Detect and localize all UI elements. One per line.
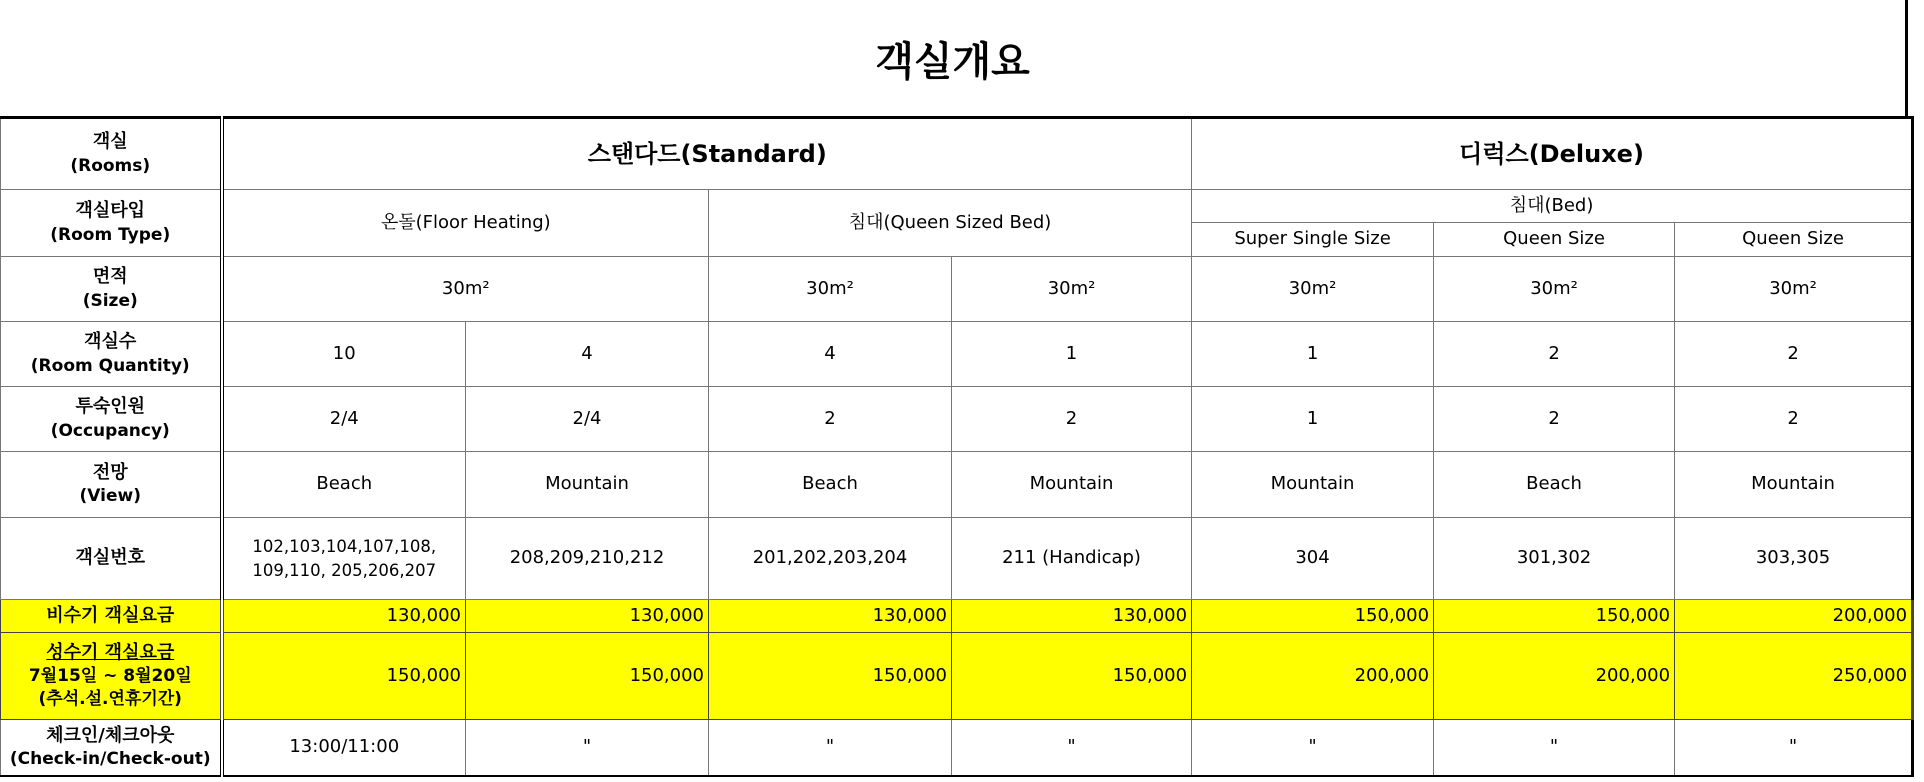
cell-off-season-7: 200,000 <box>1675 600 1913 633</box>
cell-view-4: Mountain <box>952 452 1192 518</box>
cell-occupancy-4: 2 <box>952 387 1192 452</box>
cell-bed: 침대(Bed) <box>1192 190 1913 223</box>
cell-peak-season-7: 250,000 <box>1675 633 1913 720</box>
cell-room-numbers-4: 211 (Handicap) <box>952 518 1192 600</box>
cell-checkin-3: " <box>709 720 952 776</box>
checkin-label: 체크인/체크아웃 <box>46 724 175 746</box>
row-occupancy <box>1 387 1913 452</box>
cell-off-season-2: 130,000 <box>466 600 709 633</box>
checkin-label-en: (Check-in/Check-out) <box>9 748 211 769</box>
cell-off-season-5: 150,000 <box>1192 600 1434 633</box>
cell-deluxe-sub-2: Queen Size <box>1434 223 1675 257</box>
cell-peak-season-4: 150,000 <box>952 633 1192 720</box>
cell-occupancy-7: 2 <box>1675 387 1913 452</box>
cell-off-season-3: 130,000 <box>709 600 952 633</box>
cell-room-numbers-5: 304 <box>1192 518 1434 600</box>
cell-view-2: Mountain <box>466 452 709 518</box>
row-header-off-season: 비수기 객실요금 <box>1 600 222 633</box>
cell-peak-season-3: 150,000 <box>709 633 952 720</box>
cell-quantity-7: 2 <box>1675 322 1913 387</box>
cell-room-numbers-3: 201,202,203,204 <box>709 518 952 600</box>
room-overview-table <box>0 116 1914 777</box>
row-off-season-price <box>1 600 1913 633</box>
cell-occupancy-5: 1 <box>1192 387 1434 452</box>
page-title: 객실개요 <box>0 0 1908 116</box>
group-standard: 스탠다드(Standard) <box>222 118 1192 190</box>
cell-peak-season-2: 150,000 <box>466 633 709 720</box>
group-deluxe: 디럭스(Deluxe) <box>1192 118 1913 190</box>
cell-room-numbers-6: 301,302 <box>1434 518 1675 600</box>
cell-quantity-6: 2 <box>1434 322 1675 387</box>
cell-checkin-7: " <box>1675 720 1913 776</box>
rooms-label: 객실 <box>92 131 128 153</box>
cell-quantity-5: 1 <box>1192 322 1434 387</box>
cell-room-numbers-7: 303,305 <box>1675 518 1913 600</box>
cell-size-6: 30m² <box>1675 257 1913 322</box>
cell-quantity-1: 10 <box>222 322 466 387</box>
occupancy-label-en: (Occupancy) <box>50 420 170 441</box>
cell-view-1: Beach <box>222 452 466 518</box>
cell-size-3: 30m² <box>952 257 1192 322</box>
cell-size-2: 30m² <box>709 257 952 322</box>
cell-view-5: Mountain <box>1192 452 1434 518</box>
cell-occupancy-6: 2 <box>1434 387 1675 452</box>
cell-view-6: Beach <box>1434 452 1675 518</box>
row-checkin-checkout <box>1 720 1913 776</box>
cell-peak-season-1: 150,000 <box>222 633 466 720</box>
cell-view-3: Beach <box>709 452 952 518</box>
size-label-en: (Size) <box>82 290 138 311</box>
row-header-room-numbers <box>1 518 222 600</box>
row-header-view <box>1 452 222 518</box>
cell-size-1: 30m² <box>222 257 709 322</box>
row-header-size <box>1 257 222 322</box>
cell-quantity-3: 4 <box>709 322 952 387</box>
peak-season-holiday: (추석.설.연휴기간) <box>38 689 182 710</box>
cell-occupancy-2: 2/4 <box>466 387 709 452</box>
cell-quantity-2: 4 <box>466 322 709 387</box>
row-room-numbers <box>1 518 1913 600</box>
rooms-label-en: (Rooms) <box>70 155 151 176</box>
view-label-en: (View) <box>79 486 141 507</box>
cell-size-5: 30m² <box>1434 257 1675 322</box>
cell-occupancy-1: 2/4 <box>222 387 466 452</box>
cell-floor-heating: 온돌(Floor Heating) <box>222 190 709 257</box>
row-quantity <box>1 322 1913 387</box>
peak-season-label: 성수기 객실요금 <box>46 641 175 663</box>
cell-occupancy-3: 2 <box>709 387 952 452</box>
row-header-peak-season <box>1 633 222 720</box>
size-label: 면적 <box>92 266 128 288</box>
cell-deluxe-sub-3: Queen Size <box>1675 223 1913 257</box>
row-header-checkin <box>1 720 222 776</box>
room-type-label-en: (Room Type) <box>50 224 171 245</box>
cell-room-numbers-1: 102,103,104,107,108, 109,110, 205,206,207 <box>222 518 466 600</box>
room-type-label: 객실타입 <box>75 200 146 222</box>
cell-checkin-1: 13:00/11:00 <box>222 720 466 776</box>
cell-queen-sized-bed: 침대(Queen Sized Bed) <box>709 190 1192 257</box>
row-size <box>1 257 1913 322</box>
room-numbers-label: 객실번호 <box>75 547 146 569</box>
occupancy-label: 투숙인원 <box>75 396 146 418</box>
row-header-room-type <box>1 190 222 257</box>
view-label: 전망 <box>92 461 128 483</box>
row-peak-season-price <box>1 633 1913 720</box>
peak-season-dates: 7월15일 ~ 8월20일 <box>28 666 192 687</box>
row-header-rooms <box>1 118 222 190</box>
cell-checkin-6: " <box>1434 720 1675 776</box>
cell-checkin-2: " <box>466 720 709 776</box>
row-header-occupancy <box>1 387 222 452</box>
cell-peak-season-5: 200,000 <box>1192 633 1434 720</box>
cell-deluxe-sub-1: Super Single Size <box>1192 223 1434 257</box>
cell-off-season-4: 130,000 <box>952 600 1192 633</box>
quantity-label: 객실수 <box>84 331 137 353</box>
cell-quantity-4: 1 <box>952 322 1192 387</box>
cell-off-season-6: 150,000 <box>1434 600 1675 633</box>
row-rooms <box>1 118 1913 190</box>
cell-room-numbers-2: 208,209,210,212 <box>466 518 709 600</box>
cell-size-4: 30m² <box>1192 257 1434 322</box>
cell-checkin-4: " <box>952 720 1192 776</box>
row-header-quantity <box>1 322 222 387</box>
row-room-type <box>1 190 1913 223</box>
cell-checkin-5: " <box>1192 720 1434 776</box>
quantity-label-en: (Room Quantity) <box>30 355 190 376</box>
cell-off-season-1: 130,000 <box>222 600 466 633</box>
cell-view-7: Mountain <box>1675 452 1913 518</box>
cell-peak-season-6: 200,000 <box>1434 633 1675 720</box>
row-view <box>1 452 1913 518</box>
